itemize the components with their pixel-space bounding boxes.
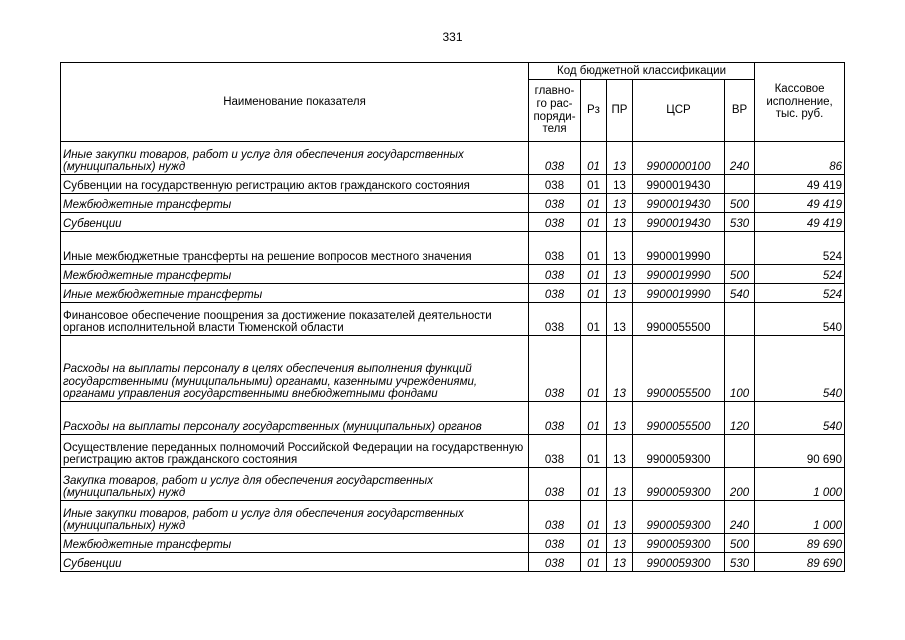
row-name: Межбюджетные трансферты — [61, 534, 529, 553]
page-number: 331 — [442, 30, 463, 44]
row-csr: 9900019430 — [633, 194, 725, 213]
row-pr: 13 — [607, 468, 633, 501]
row-name: Субвенции на государственную регистрацию актов гражданского состояния — [61, 175, 529, 194]
row-csr: 9900019430 — [633, 175, 725, 194]
row-csr: 9900019990 — [633, 265, 725, 284]
row-rz: 01 — [581, 194, 607, 213]
row-name: Закупка товаров, работ и услуг для обеспечения государственных (муниципальных) нужд — [61, 468, 529, 501]
row-amount: 86 — [755, 142, 845, 175]
table-row — [61, 553, 845, 572]
row-vr: 100 — [725, 336, 755, 402]
row-pr: 13 — [607, 553, 633, 572]
row-vr: 540 — [725, 284, 755, 303]
row-amount: 1 000 — [755, 501, 845, 534]
row-name: Субвенции — [61, 553, 529, 572]
row-name: Финансовое обеспечение поощрения за достижение показателей деятельности органов исполнительной власти Тюменской области — [61, 303, 529, 336]
row-amount: 524 — [755, 284, 845, 303]
row-glavn: 038 — [529, 194, 581, 213]
row-pr: 13 — [607, 265, 633, 284]
table-row — [61, 194, 845, 213]
row-csr: 9900059300 — [633, 435, 725, 468]
row-glavn: 038 — [529, 336, 581, 402]
row-vr: 500 — [725, 534, 755, 553]
row-vr: 200 — [725, 468, 755, 501]
row-csr: 9900055500 — [633, 402, 725, 435]
row-amount: 540 — [755, 402, 845, 435]
row-vr: 240 — [725, 501, 755, 534]
header-amount: Кассовое исполнение, тыс. руб. — [755, 63, 845, 142]
table-row — [61, 402, 845, 435]
row-name: Иные межбюджетные трансферты — [61, 284, 529, 303]
table-row — [61, 175, 845, 194]
table-body — [61, 142, 845, 572]
row-vr: 120 — [725, 402, 755, 435]
table-row — [61, 501, 845, 534]
row-amount: 540 — [755, 303, 845, 336]
header-glavn: главно- го рас- поряди- теля — [529, 80, 581, 142]
row-rz: 01 — [581, 534, 607, 553]
row-name: Расходы на выплаты персоналу государственных (муниципальных) органов — [61, 402, 529, 435]
table-row — [61, 468, 845, 501]
row-amount: 1 000 — [755, 468, 845, 501]
row-pr: 13 — [607, 336, 633, 402]
row-amount: 90 690 — [755, 435, 845, 468]
row-rz: 01 — [581, 435, 607, 468]
row-rz: 01 — [581, 175, 607, 194]
row-amount: 49 419 — [755, 175, 845, 194]
row-glavn: 038 — [529, 501, 581, 534]
row-amount: 89 690 — [755, 534, 845, 553]
row-pr: 13 — [607, 175, 633, 194]
row-amount: 89 690 — [755, 553, 845, 572]
row-pr: 13 — [607, 402, 633, 435]
row-rz: 01 — [581, 468, 607, 501]
row-csr: 9900019430 — [633, 213, 725, 232]
row-rz: 01 — [581, 501, 607, 534]
row-vr: 530 — [725, 213, 755, 232]
row-name: Субвенции — [61, 213, 529, 232]
row-name: Иные межбюджетные трансферты на решение вопросов местного значения — [61, 232, 529, 265]
row-rz: 01 — [581, 213, 607, 232]
row-glavn: 038 — [529, 402, 581, 435]
row-name: Осуществление переданных полномочий Российской Федерации на государственную регистрацию актов гражданского состояния — [61, 435, 529, 468]
row-name: Иные закупки товаров, работ и услуг для обеспечения государственных (муниципальных) нужд — [61, 501, 529, 534]
row-csr: 9900000100 — [633, 142, 725, 175]
row-amount: 524 — [755, 232, 845, 265]
row-glavn: 038 — [529, 534, 581, 553]
table-row — [61, 303, 845, 336]
row-vr: 500 — [725, 265, 755, 284]
row-pr: 13 — [607, 534, 633, 553]
row-rz: 01 — [581, 553, 607, 572]
row-rz: 01 — [581, 232, 607, 265]
row-rz: 01 — [581, 402, 607, 435]
header-pr: ПР — [607, 80, 633, 142]
table-row — [61, 284, 845, 303]
budget-table — [60, 62, 845, 572]
row-glavn: 038 — [529, 142, 581, 175]
row-pr: 13 — [607, 213, 633, 232]
table-header — [61, 63, 845, 142]
row-csr: 9900055500 — [633, 336, 725, 402]
row-vr — [725, 303, 755, 336]
row-csr: 9900059300 — [633, 468, 725, 501]
header-rz: Рз — [581, 80, 607, 142]
row-vr: 500 — [725, 194, 755, 213]
table-row — [61, 336, 845, 402]
row-vr: 240 — [725, 142, 755, 175]
row-csr: 9900019990 — [633, 284, 725, 303]
row-pr: 13 — [607, 501, 633, 534]
table-row — [61, 435, 845, 468]
row-glavn: 038 — [529, 284, 581, 303]
row-rz: 01 — [581, 303, 607, 336]
row-amount: 540 — [755, 336, 845, 402]
row-pr: 13 — [607, 435, 633, 468]
row-glavn: 038 — [529, 435, 581, 468]
row-csr: 9900059300 — [633, 501, 725, 534]
table-row — [61, 534, 845, 553]
row-vr — [725, 175, 755, 194]
header-vr: ВР — [725, 80, 755, 142]
row-csr: 9900019990 — [633, 232, 725, 265]
row-vr — [725, 232, 755, 265]
row-pr: 13 — [607, 194, 633, 213]
row-vr — [725, 435, 755, 468]
row-name: Межбюджетные трансферты — [61, 265, 529, 284]
row-amount: 49 419 — [755, 194, 845, 213]
row-amount: 49 419 — [755, 213, 845, 232]
row-csr: 9900055500 — [633, 303, 725, 336]
row-pr: 13 — [607, 303, 633, 336]
row-csr: 9900059300 — [633, 553, 725, 572]
row-rz: 01 — [581, 336, 607, 402]
row-pr: 13 — [607, 142, 633, 175]
row-csr: 9900059300 — [633, 534, 725, 553]
header-csr: ЦСР — [633, 80, 725, 142]
row-name: Иные закупки товаров, работ и услуг для обеспечения государственных (муниципальных) нужд — [61, 142, 529, 175]
row-glavn: 038 — [529, 175, 581, 194]
table-row — [61, 213, 845, 232]
row-glavn: 038 — [529, 213, 581, 232]
table-row — [61, 265, 845, 284]
row-glavn: 038 — [529, 265, 581, 284]
header-budget-code-group: Код бюджетной классификации — [529, 63, 755, 80]
table-row — [61, 232, 845, 265]
row-rz: 01 — [581, 265, 607, 284]
header-name: Наименование показателя — [61, 63, 529, 142]
row-glavn: 038 — [529, 468, 581, 501]
row-glavn: 038 — [529, 232, 581, 265]
row-rz: 01 — [581, 284, 607, 303]
row-amount: 524 — [755, 265, 845, 284]
row-pr: 13 — [607, 284, 633, 303]
row-name: Межбюджетные трансферты — [61, 194, 529, 213]
row-glavn: 038 — [529, 303, 581, 336]
row-vr: 530 — [725, 553, 755, 572]
table-row — [61, 142, 845, 175]
row-pr: 13 — [607, 232, 633, 265]
row-glavn: 038 — [529, 553, 581, 572]
row-rz: 01 — [581, 142, 607, 175]
row-name: Расходы на выплаты персоналу в целях обеспечения выполнения функций государственными (муниципальными) органами, казенными учреждениями, органами управления государственными внебюджетными фондами — [61, 336, 529, 402]
